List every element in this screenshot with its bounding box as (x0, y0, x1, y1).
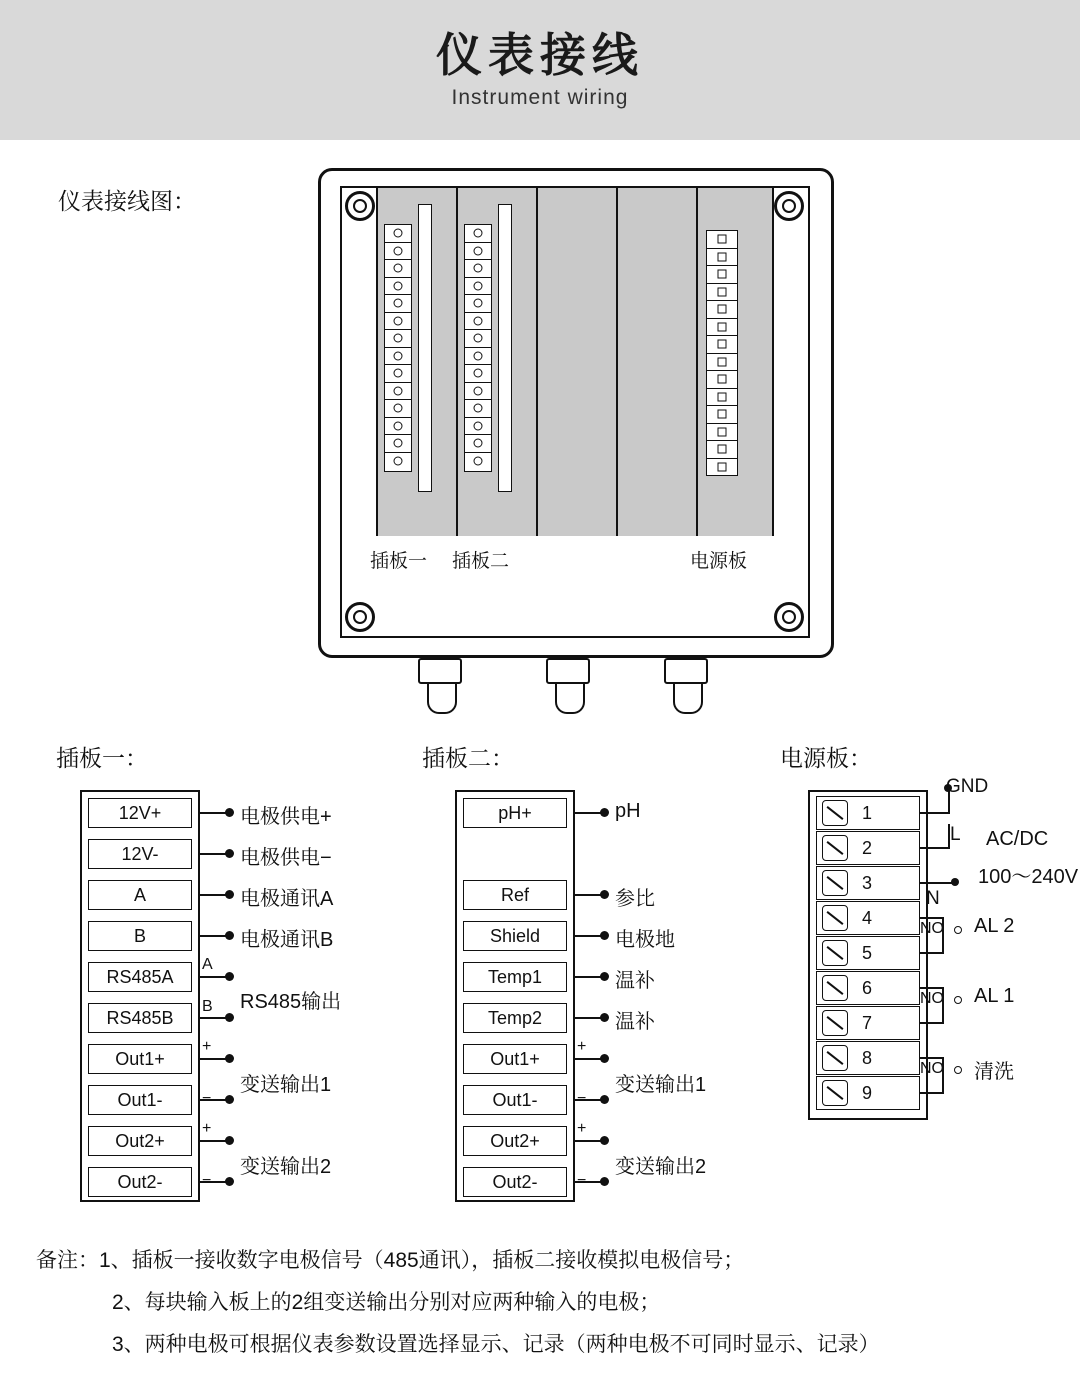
corner-screw-top-right (774, 191, 804, 221)
power-lead-6 (920, 987, 944, 989)
board2-terminal-0: pH+ (463, 798, 567, 828)
board1-mark-a: A (202, 956, 213, 973)
board2-mark-minus2: − (577, 1172, 587, 1189)
board1-terminal-5: RS485B (88, 1003, 192, 1033)
power-lead-1 (920, 812, 950, 814)
power-no-dot-al1 (954, 996, 962, 1004)
screw-terminal-icon-9 (822, 1080, 848, 1106)
enclosure-label-board2: 插板二 (452, 551, 510, 572)
power-terminal-number-1: 1 (862, 802, 873, 823)
board1-dot-8 (225, 1136, 234, 1145)
board2-terminal-strip-a (464, 224, 492, 472)
power-lead-5 (920, 952, 944, 954)
power-no-dot-al2 (954, 926, 962, 934)
board2-terminal-block (455, 790, 785, 1210)
screw-terminal-icon-1 (822, 800, 848, 826)
corner-screw-bottom-left (345, 602, 375, 632)
page-header (0, 0, 1080, 140)
board1-dot-4 (225, 972, 234, 981)
screw-terminal-icon-6 (822, 975, 848, 1001)
power-terminal-7 (816, 1006, 920, 1040)
board2-signal-6: 变送输出2 (615, 1156, 707, 1178)
board2-signal-5: 变送输出1 (615, 1074, 707, 1096)
board1-terminal-2: A (88, 880, 192, 910)
board1-lead-6 (200, 1058, 228, 1060)
board2-dot-2 (600, 931, 609, 940)
corner-screw-bottom-right (774, 602, 804, 632)
note-line-1: 备注：1、插板一接收数字电极信号（485通讯），插板二接收模拟电极信号； (36, 1249, 745, 1272)
note-line-2: 2、每块输入板上的2组变送输出分别对应两种输入的电极； (112, 1291, 661, 1314)
board2-edge-rail (498, 204, 512, 492)
board1-terminal-4: RS485A (88, 962, 192, 992)
section-title-board1: 插板一： (56, 745, 148, 771)
board2-dot-4 (600, 1013, 609, 1022)
power-label-gnd: GND (946, 776, 989, 797)
board1-signal-0: 电极供电+ (240, 806, 332, 828)
power-lead-4 (920, 917, 944, 919)
board1-signal-5: 变送输出1 (240, 1074, 332, 1096)
screw-terminal-icon-2 (822, 835, 848, 861)
board2-signal-2: 电极地 (615, 929, 675, 951)
board1-terminal-block (80, 790, 410, 1210)
board2-mark-minus1: − (577, 1090, 587, 1107)
board1-lead-3 (200, 935, 228, 937)
enclosure-label-power: 电源板 (690, 551, 748, 572)
board2-lead-7 (575, 1140, 603, 1142)
board1-terminal-3: B (88, 921, 192, 951)
board1-dot-9 (225, 1177, 234, 1186)
board1-mark-plus2: + (202, 1120, 212, 1137)
screw-terminal-icon-7 (822, 1010, 848, 1036)
power-label-acdc: AC/DC (986, 828, 1049, 850)
board1-mark-minus2: − (202, 1172, 212, 1189)
screw-terminal-icon-5 (822, 940, 848, 966)
power-lead-8 (920, 1057, 944, 1059)
board1-dot-7 (225, 1095, 234, 1104)
board2-dot-7 (600, 1136, 609, 1145)
board1-lead-5 (200, 1017, 228, 1019)
power-terminal-number-7: 7 (862, 1012, 873, 1033)
board2-mark-plus1: + (577, 1038, 587, 1055)
power-terminal-number-4: 4 (862, 907, 873, 928)
section-title-power: 电源板： (780, 745, 872, 771)
board1-dot-5 (225, 1013, 234, 1022)
power-label-clean: 清洗 (974, 1061, 1014, 1083)
page-subtitle: Instrument wiring (451, 86, 629, 110)
note-line-3: 3、两种电极可根据仪表参数设置选择显示、记录（两种电极不可同时显示、记录） (112, 1333, 880, 1356)
power-terminal-number-2: 2 (862, 837, 873, 858)
notes-block (36, 1240, 1046, 1366)
board1-lead-8 (200, 1140, 228, 1142)
cable-gland-1 (418, 658, 462, 684)
power-terminal-5 (816, 936, 920, 970)
screw-terminal-icon-3 (822, 870, 848, 896)
board1-mark-b: B (202, 998, 213, 1015)
power-terminal-4 (816, 901, 920, 935)
power-terminal-number-8: 8 (862, 1047, 873, 1068)
enclosure-label-board1: 插板一 (370, 551, 428, 572)
power-label-no-al1: NO (920, 990, 944, 1007)
power-dot-3 (951, 878, 959, 886)
section-title-board2: 插板二： (422, 745, 514, 771)
board2-terminal-1: Ref (463, 880, 567, 910)
board2-terminal-8: Out2- (463, 1167, 567, 1197)
board1-terminal-9: Out2- (88, 1167, 192, 1197)
board1-lead-4 (200, 976, 228, 978)
power-terminal-6 (816, 971, 920, 1005)
power-lead-3 (920, 882, 954, 884)
power-board-terminal-block (808, 776, 1079, 1130)
power-terminal-number-5: 5 (862, 942, 873, 963)
power-label-n: N (926, 888, 940, 909)
panel-divider-1 (456, 188, 458, 536)
power-terminal-3 (816, 866, 920, 900)
panel-divider-5 (772, 188, 774, 536)
wiring-diagram-caption: 仪表接线图： (58, 188, 196, 214)
board2-lead-4 (575, 1017, 603, 1019)
board2-dot-1 (600, 890, 609, 899)
board2-lead-1 (575, 894, 603, 896)
board1-edge-rail (418, 204, 432, 492)
board1-dot-2 (225, 890, 234, 899)
board2-lead-2 (575, 935, 603, 937)
page-title: 仪表接线 (436, 28, 644, 81)
board2-terminal-7: Out2+ (463, 1126, 567, 1156)
board1-lead-1 (200, 853, 228, 855)
power-lead-2 (920, 847, 950, 849)
power-label-l: L (950, 824, 961, 845)
board2-terminal-2: Shield (463, 921, 567, 951)
power-terminal-number-3: 3 (862, 872, 873, 893)
board1-terminal-7: Out1- (88, 1085, 192, 1115)
board2-dot-3 (600, 972, 609, 981)
power-terminal-number-6: 6 (862, 977, 873, 998)
cable-gland-3 (664, 658, 708, 684)
board1-dot-3 (225, 931, 234, 940)
panel-divider-2 (536, 188, 538, 536)
board1-dot-6 (225, 1054, 234, 1063)
board2-signal-0: pH (615, 800, 641, 822)
board1-signal-1: 电极供电− (240, 847, 332, 869)
board2-signal-4: 温补 (615, 1011, 655, 1033)
board2-lead-3 (575, 976, 603, 978)
board1-lead-2 (200, 894, 228, 896)
power-terminal-8 (816, 1041, 920, 1075)
board1-signal-2: 电极通讯A (240, 888, 334, 910)
board2-terminal-5: Out1+ (463, 1044, 567, 1074)
board1-terminal-1: 12V- (88, 839, 192, 869)
power-label-al2: AL 2 (974, 915, 1015, 937)
board1-lead-0 (200, 812, 228, 814)
board2-mark-plus2: + (577, 1120, 587, 1137)
power-board-terminal-strip (706, 230, 738, 476)
board2-lead-5 (575, 1058, 603, 1060)
board1-terminal-0: 12V+ (88, 798, 192, 828)
board2-dot-0 (600, 808, 609, 817)
board1-terminal-strip-a (384, 224, 412, 472)
board2-terminal-6: Out1- (463, 1085, 567, 1115)
board2-dot-6 (600, 1095, 609, 1104)
power-label-al1: AL 1 (974, 985, 1015, 1007)
board1-signal-4: RS485输出 (240, 991, 342, 1013)
power-terminal-9 (816, 1076, 920, 1110)
board1-terminal-8: Out2+ (88, 1126, 192, 1156)
panel-divider-4 (696, 188, 698, 536)
power-terminal-2 (816, 831, 920, 865)
power-label-voltage: 100～240V (978, 866, 1079, 888)
board2-terminal-4: Temp2 (463, 1003, 567, 1033)
board2-dot-8 (600, 1177, 609, 1186)
board2-terminal-3: Temp1 (463, 962, 567, 992)
screw-terminal-icon-4 (822, 905, 848, 931)
power-no-dot-clean (954, 1066, 962, 1074)
screw-terminal-icon-8 (822, 1045, 848, 1071)
power-label-no-clean: NO (920, 1060, 944, 1077)
cable-gland-2 (546, 658, 590, 684)
power-terminal-number-9: 9 (862, 1082, 873, 1103)
board1-dot-0 (225, 808, 234, 817)
panel-divider-0 (376, 188, 378, 536)
power-label-no-al2: NO (920, 920, 944, 937)
board2-lead-0 (575, 812, 603, 814)
board1-signal-6: 变送输出2 (240, 1156, 332, 1178)
board2-dot-5 (600, 1054, 609, 1063)
power-lead-7 (920, 1022, 944, 1024)
board1-mark-plus1: + (202, 1038, 212, 1055)
corner-screw-top-left (345, 191, 375, 221)
board1-terminal-6: Out1+ (88, 1044, 192, 1074)
panel-divider-3 (616, 188, 618, 536)
board2-signal-3: 温补 (615, 970, 655, 992)
power-terminal-1 (816, 796, 920, 830)
power-lead-9 (920, 1092, 944, 1094)
board1-signal-3: 电极通讯B (240, 929, 334, 951)
instrument-enclosure (318, 168, 838, 713)
board1-mark-minus1: − (202, 1090, 212, 1107)
board1-dot-1 (225, 849, 234, 858)
board2-signal-1: 参比 (615, 888, 655, 910)
